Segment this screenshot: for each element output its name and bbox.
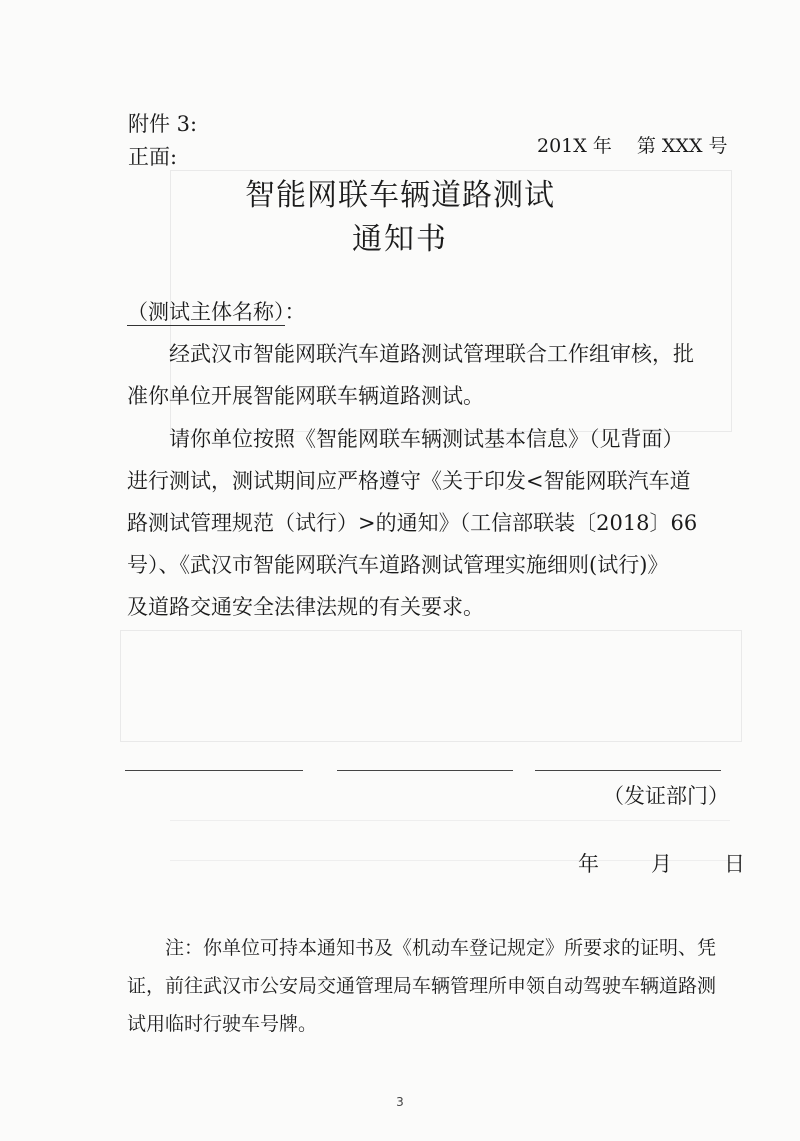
- paragraph-line: 号）、《武汉市智能网联汽车道路测试管理实施细则(试行)》: [127, 553, 669, 577]
- paragraph-line: 进行测试，测试期间应严格遵守《关于印发<智能网联汽车道: [127, 469, 691, 493]
- front-side-label: 正面:: [128, 145, 178, 169]
- issuing-department: （发证部门）: [603, 784, 729, 808]
- date-month: 月: [651, 852, 672, 876]
- date-day: 日: [724, 852, 745, 876]
- paragraph-line: 及道路交通安全法律法规的有关要求。: [127, 595, 484, 619]
- show-through-rule: [170, 820, 730, 821]
- page-number: 3: [396, 1095, 404, 1109]
- addressee-colon: ：: [284, 300, 306, 324]
- document-subtitle: 通知书: [352, 222, 448, 257]
- signature-line: [535, 770, 721, 771]
- document-number: 201X 年 第 XXX 号: [537, 135, 728, 157]
- attachment-label: 附件 3:: [128, 112, 198, 136]
- footnote-line: 注：你单位可持本通知书及《机动车登记规定》所要求的证明、凭: [127, 937, 717, 959]
- document-title: 智能网联车辆道路测试: [245, 178, 555, 213]
- addressee: [127, 296, 306, 326]
- footnote-line: 试用临时行驶车号牌。: [127, 1013, 318, 1035]
- footnote: [127, 929, 727, 1043]
- body-paragraph-requirements: [127, 418, 723, 628]
- show-through-table-lower: [120, 630, 742, 742]
- paragraph-line: 经武汉市智能网联汽车道路测试管理联合工作组审核，批: [127, 342, 694, 366]
- paragraph-line: 路测试管理规范（试行）>的通知》（工信部联装〔2018〕66: [127, 511, 698, 535]
- body-paragraph-approval: [127, 333, 723, 417]
- signature-line: [125, 770, 303, 771]
- footnote-line: 证，前往武汉市公安局交通管理局车辆管理所申领自动驾驶车辆道路测: [127, 975, 717, 997]
- paragraph-line: 准你单位开展智能网联车辆道路测试。: [127, 384, 484, 408]
- addressee-name: （测试主体名称）: [127, 300, 285, 324]
- paragraph-line: 请你单位按照《智能网联车辆测试基本信息》（见背面）: [127, 427, 684, 451]
- signature-line: [337, 770, 513, 771]
- date-year: 年: [578, 852, 599, 876]
- issue-date: [578, 848, 745, 878]
